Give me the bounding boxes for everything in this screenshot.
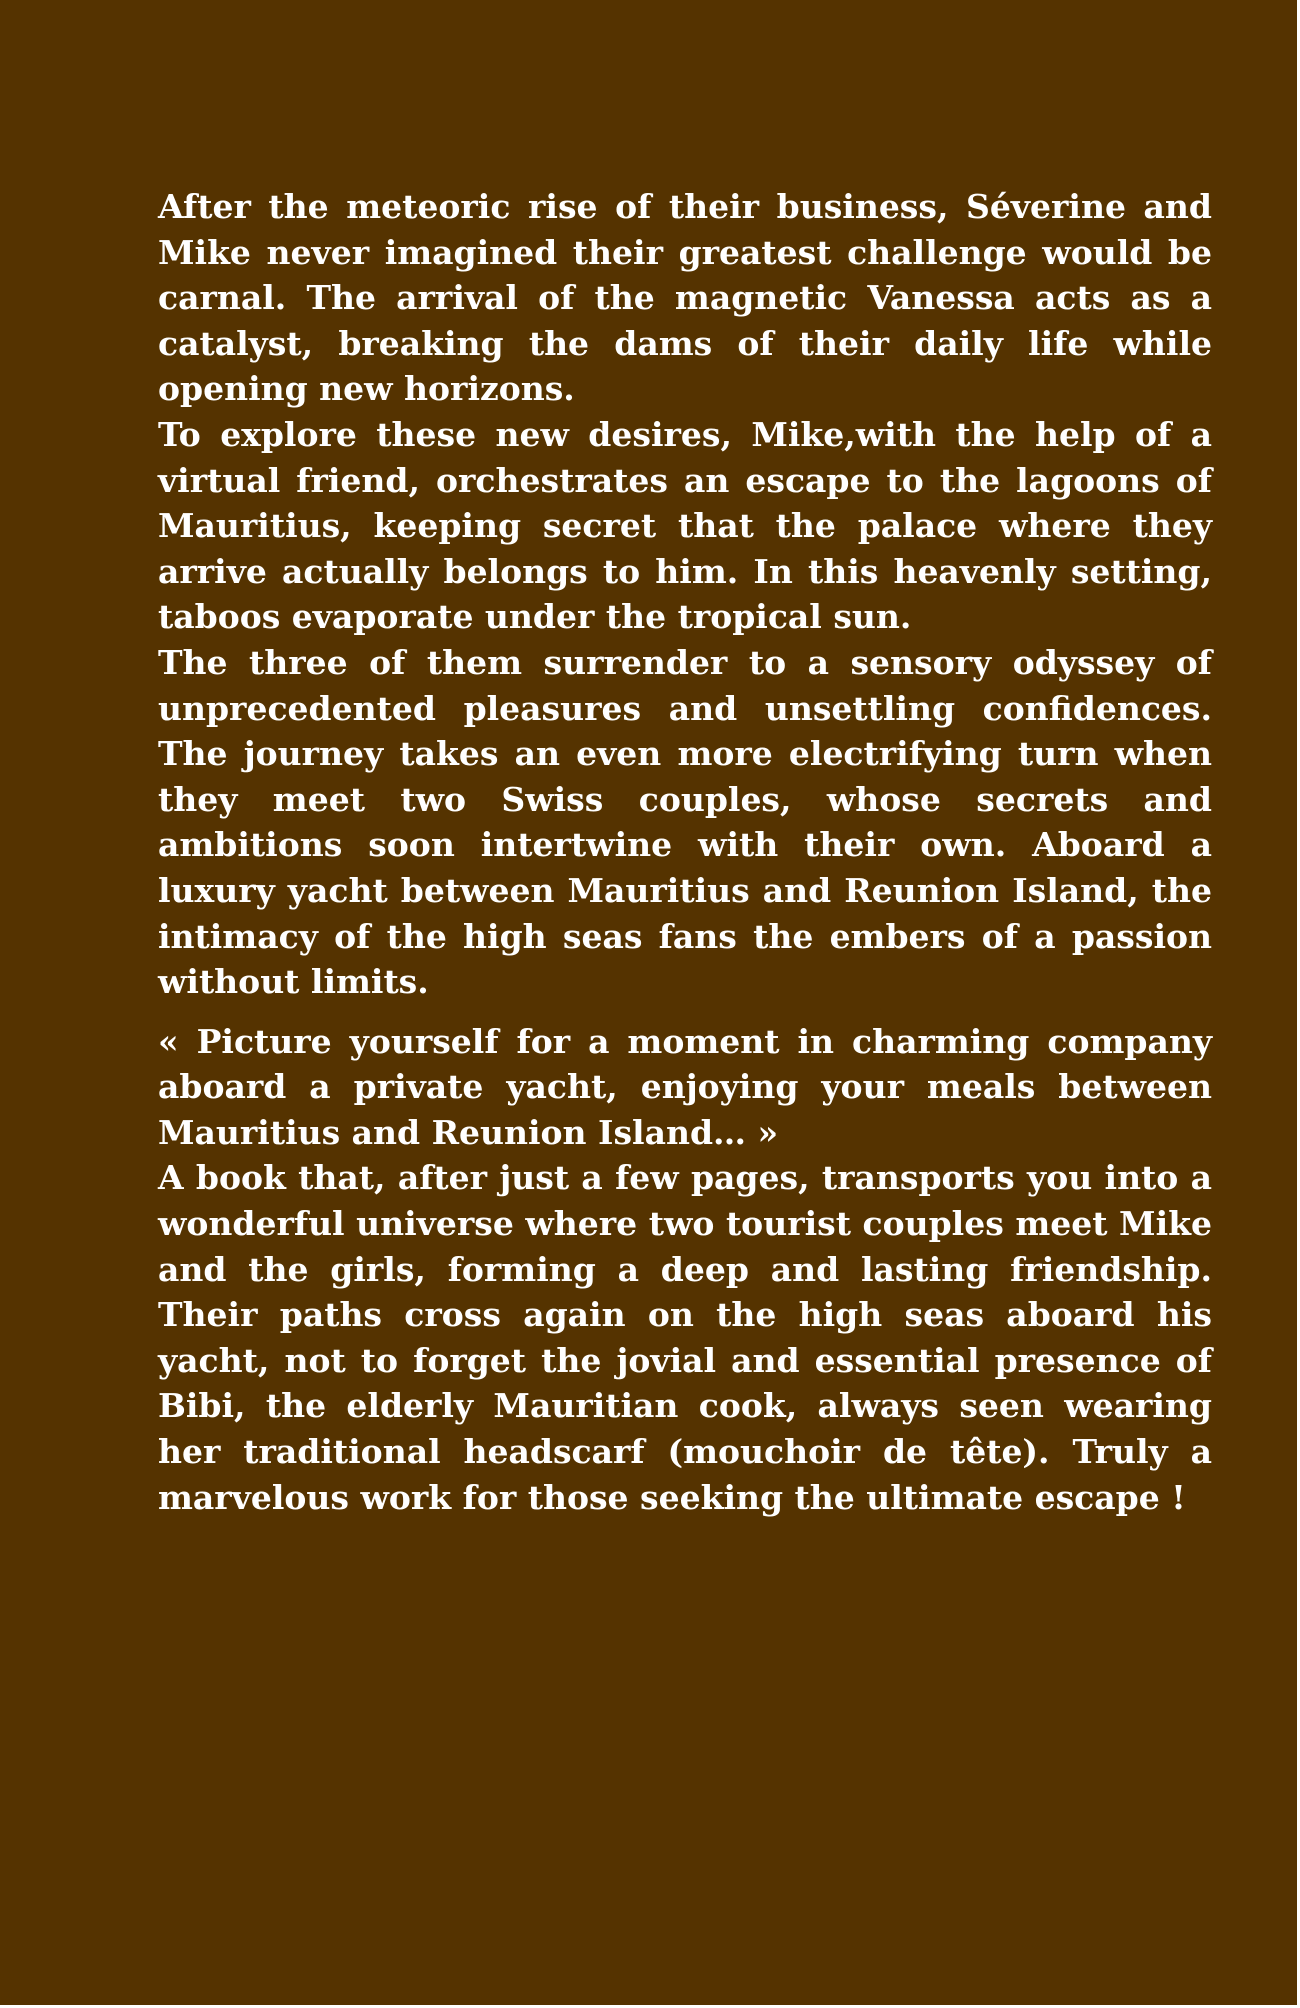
blurb-paragraph-review: A book that, after just a few pages, transports you into a wonderful universe where two tourist couples meet Mike and the girls, forming a deep and lasting friendship. Their paths cross again on the high seas aboard his yacht, not to forget the jovial and essential presence of Bibi, the elderly Mauritian cook, always seen wearing her traditional headscarf (mouchoir de tête). Truly a marvelous work for those seeking the ultimate escape !: [158, 1158, 1212, 1517]
blurb-quote: « Picture yourself for a moment in charming company aboard a private yacht, enjoying your meals between Mauritius and Reunion Island… »: [158, 1021, 1212, 1152]
blurb-paragraph-intro: After the meteoric rise of their business, Séverine and Mike never imagined their greatest challenge would be carnal. The arrival of the magnetic Vanessa acts as a catalyst, breaking the dams of their daily life while opening new horizons.: [158, 187, 1212, 409]
blurb-paragraph-odyssey: The three of them surrender to a sensory odyssey of unprecedented pleasures and unsettling confidences. The journey takes an even more electrifying turn when they meet two Swiss couples, whose secrets and ambitions soon intertwine with their own. Aboard a luxury yacht between Mauritius and Reunion Island, the intimacy of the high seas fans the embers of a passion without limits.: [158, 642, 1212, 1002]
blurb-text-block: [158, 184, 1212, 1520]
blurb-paragraph-escape: To explore these new desires, Mike,with the help of a virtual friend, orchestrates an escape to the lagoons of Mauritius, keeping secret that the palace where they arrive actually belongs to him. In this heavenly setting, taboos evaporate under the tropical sun.: [158, 414, 1212, 637]
